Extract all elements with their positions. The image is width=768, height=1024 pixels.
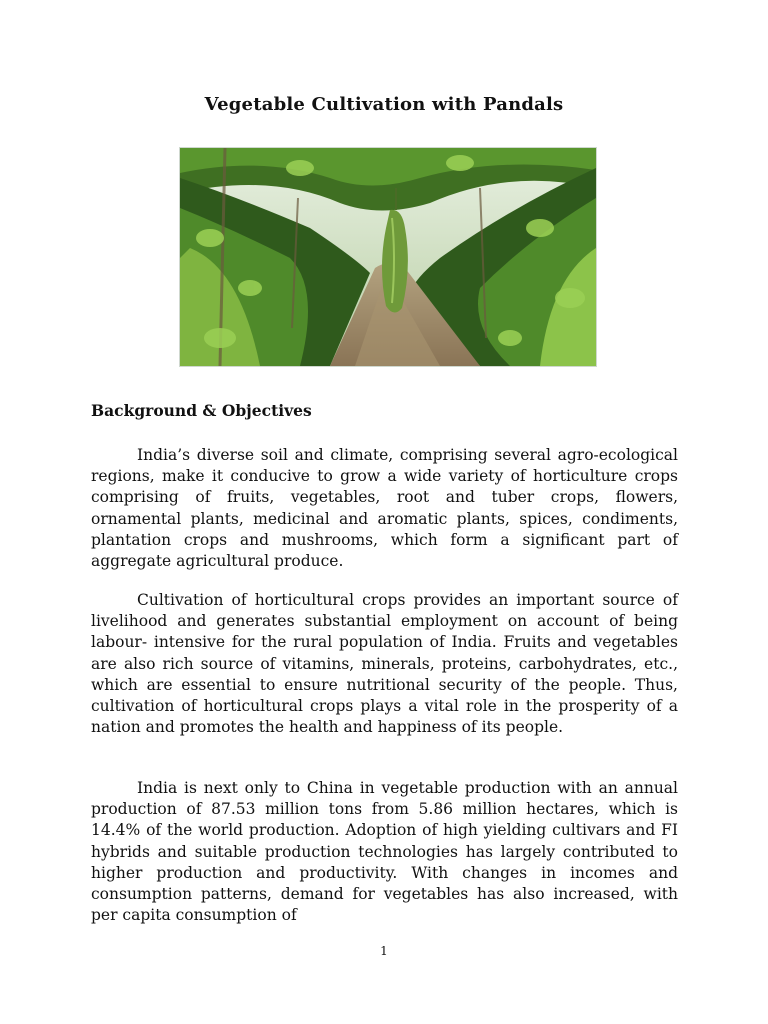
pandal-field-illustration: [180, 148, 596, 366]
section-heading: Background & Objectives: [91, 401, 312, 420]
paragraph-3: India is next only to China in vegetable production with an annual production of 87.53 million tons from 5.86 million hectares, which is 14.4% of the world production. Adoption of high yielding cultivars and FI hybrids and suitable production technologies has largely contributed to higher production and productivity. With changes in incomes and consumption patterns, demand for vegetables has also increased, with per capita consumption of: [91, 779, 678, 925]
page-title: Vegetable Cultivation with Pandals: [204, 94, 564, 115]
paragraph-2: Cultivation of horticultural crops provides an important source of livelihood and generates substantial employment on account of being labour- intensive for the rural population of India. Fruits and vegetables are also rich source of vitamins, minerals, proteins, carbohydrates, etc., which are essential to ensure nutritional security of the people. Thus, cultivation of horticultural crops plays a vital role in the prosperity of a nation and promotes the health and happiness of its people.: [91, 591, 678, 737]
page-number: 1: [380, 944, 388, 958]
pandal-vegetable-photo: [179, 147, 597, 367]
paragraph-1: India’s diverse soil and climate, comprising several agro-ecological regions, make it conducive to grow a wide variety of horticulture crops comprising of fruits, vegetables, root and tuber crops, flowers, ornamental plants, medicinal and aromatic plants, spices, condiments, plantation crops and mushrooms, which form a significant part of aggregate agricultural produce.: [91, 446, 678, 571]
